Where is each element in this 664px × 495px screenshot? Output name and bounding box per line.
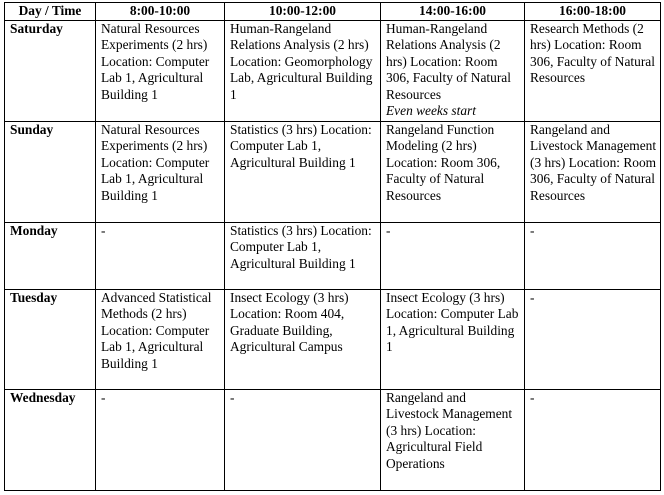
schedule-cell (225, 223, 381, 290)
cell-text: Natural Resources Experiments (2 hrs) Location: Computer Lab 1, Agricultural Building 1 (101, 122, 210, 203)
schedule-cell (381, 122, 525, 223)
header-slot-1600: 16:00-18:00 (525, 3, 661, 21)
schedule-cell (381, 290, 525, 390)
cell-text: Advanced Statistical Methods (2 hrs) Location: Computer Lab 1, Agricultural Building 1 (101, 290, 212, 371)
cell-text: Rangeland and Livestock Management (3 hrs) Location: Room 306, Faculty of Natural Resources (530, 122, 657, 203)
cell-text: Statistics (3 hrs) Location: Computer Lab 1, Agricultural Building 1 (230, 223, 372, 271)
cell-text: Rangeland Function Modeling (2 hrs) Location: Room 306, Faculty of Natural Resources (386, 122, 501, 203)
schedule-cell (525, 21, 661, 122)
cell-text: - (101, 223, 106, 238)
schedule-cell (96, 21, 225, 122)
schedule-cell (525, 122, 661, 223)
cell-text: - (530, 290, 535, 305)
cell-text: - (101, 390, 106, 405)
table-row (5, 21, 661, 122)
schedule-cell (225, 390, 381, 491)
cell-text: Insect Ecology (3 hrs) Location: Computer Lab 1, Agricultural Building 1 (386, 290, 519, 355)
day-label: Monday (5, 223, 96, 290)
cell-text: Human-Rangeland Relations Analysis (2 hrs) Location: Geomorphology Lab, Agricultural Building 1 (230, 21, 373, 102)
table-row (5, 290, 661, 390)
schedule-cell (381, 21, 525, 122)
day-label: Saturday (5, 21, 96, 122)
cell-text: Statistics (3 hrs) Location: Computer Lab 1, Agricultural Building 1 (230, 122, 372, 170)
table-row (5, 122, 661, 223)
schedule-cell (225, 122, 381, 223)
header-slot-1000: 10:00-12:00 (225, 3, 381, 21)
schedule-cell (525, 290, 661, 390)
schedule-cell (225, 21, 381, 122)
schedule-cell (525, 223, 661, 290)
schedule-cell (96, 390, 225, 491)
schedule-cell (96, 223, 225, 290)
schedule-cell (525, 390, 661, 491)
table-row (5, 223, 661, 290)
schedule-cell (225, 290, 381, 390)
schedule-cell (96, 122, 225, 223)
cell-text: Insect Ecology (3 hrs) Location: Room 404, Graduate Building, Agricultural Campus (230, 290, 349, 355)
day-label: Wednesday (5, 390, 96, 491)
schedule-cell (381, 223, 525, 290)
day-label: Tuesday (5, 290, 96, 390)
cell-text: Human-Rangeland Relations Analysis (2 hrs) Location: Room 306, Faculty of Natural Resources (386, 21, 511, 102)
cell-note: Even weeks start (386, 103, 476, 119)
header-day-time: Day / Time (5, 3, 96, 21)
cell-text: Natural Resources Experiments (2 hrs) Location: Computer Lab 1, Agricultural Building 1 (101, 21, 210, 102)
cell-text: Rangeland and Livestock Management (3 hrs) Location: Agricultural Field Operations (386, 390, 513, 471)
cell-text: - (230, 390, 235, 405)
schedule-table (4, 2, 661, 491)
day-label: Sunday (5, 122, 96, 223)
cell-text: Research Methods (2 hrs) Location: Room 306, Faculty of Natural Resources (530, 21, 655, 86)
header-slot-0800: 8:00-10:00 (96, 3, 225, 21)
cell-text: - (530, 223, 535, 238)
cell-text: - (530, 390, 535, 405)
cell-text: - (386, 223, 391, 238)
table-row (5, 390, 661, 491)
schedule-cell (381, 390, 525, 491)
header-row (5, 3, 661, 21)
header-slot-1400: 14:00-16:00 (381, 3, 525, 21)
schedule-cell (96, 290, 225, 390)
